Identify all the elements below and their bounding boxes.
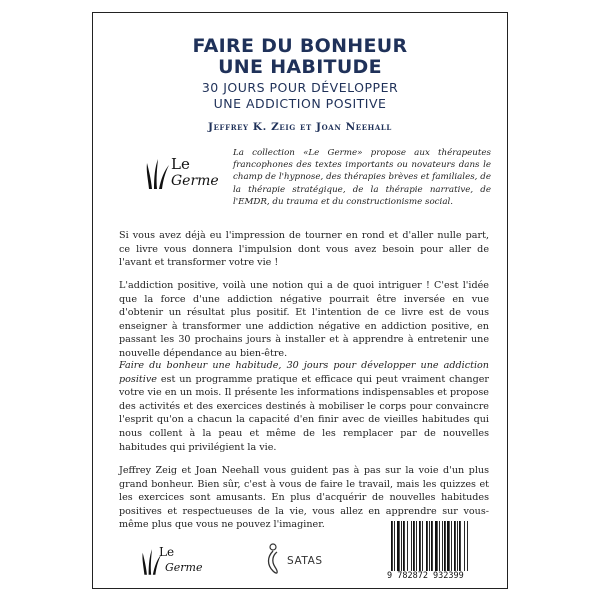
barcode-bar xyxy=(429,521,430,571)
barcode-bar xyxy=(451,521,452,571)
barcode-bar xyxy=(411,521,412,571)
barcode-bar xyxy=(416,521,417,571)
publisher-name: SATAS xyxy=(287,555,323,567)
barcode-bar xyxy=(435,521,438,571)
paragraph-1: Si vous avez déjà eu l'impression de tourner en rond et d'aller nulle part, ce livre vous donnera l'impulsion dont vous avez besoin pour aller de l'avant et transformer votre vie ! xyxy=(119,230,489,269)
barcode-digits: 9 782872 932399 xyxy=(387,571,464,581)
paragraph-4: Jeffrey Zeig et Joan Neehall vous guident pas à pas sur la voie d'un plus grand bonheur. Bien sûr, c'est à vous de faire le travail, mais les quizzes et les exercices sont amusants. En plus d'acquérir de nouvelles habitudes positives et respectueuses de la vie, vous allez en apprendre sur vous-même plus que vous ne pouvez l'imaginer. xyxy=(119,465,489,531)
barcode-bar xyxy=(454,521,456,571)
barcode-bar xyxy=(439,521,440,571)
footer-logo-germe: Germe xyxy=(165,561,203,574)
publisher-logo xyxy=(263,541,363,581)
barcode-bar xyxy=(401,521,402,571)
barcode-bar xyxy=(444,521,446,571)
footer-logo-le: Le xyxy=(159,545,175,559)
logo-le-text: Le xyxy=(171,155,190,173)
collection-intro: La collection «Le Germe» propose aux thérapeutes francophones des textes importants ou novateurs dans le champ de l'hypnose, des thérapies brèves et familiales, de la thérapie stratégique, de la thérapie narrative, de l'EMDR, du trauma et du constructionisme social. xyxy=(233,148,491,207)
barcode-bar xyxy=(403,521,405,571)
barcode-bar xyxy=(397,521,400,571)
barcode-bar xyxy=(394,521,395,571)
barcode-bar xyxy=(467,521,468,571)
barcode-bar xyxy=(391,521,393,571)
title-line-2: UNE HABITUDE xyxy=(218,56,382,78)
isbn-barcode xyxy=(387,521,493,583)
authors: Jeffrey K. Zeig et Joan Neehall xyxy=(208,121,392,133)
paragraph-2: L'addiction positive, voilà une notion qui a de quoi intriguer ! C'est l'idée que la force d'une addiction négative pourrait être inversée en vue d'obtenir un résultat plus positif. Et l'intention de ce livre est de vous enseigner à transformer une addiction négative en addiction positive, en passant les 30 prochains jours à installer et à apprendre à entretenir une nouvelle dépendance au bien-être. xyxy=(119,280,489,359)
barcode-bar xyxy=(413,521,415,571)
barcode-bar xyxy=(431,521,433,571)
barcode-bars xyxy=(391,521,489,571)
barcode-bar xyxy=(419,521,421,571)
grass-icon xyxy=(145,157,171,191)
subtitle-line-2: UNE ADDICTION POSITIVE xyxy=(213,96,387,111)
collection-logo xyxy=(145,153,225,193)
barcode-bar xyxy=(447,521,450,571)
barcode-bar xyxy=(407,521,408,571)
paragraph-3-book-title: Faire du bonheur une habitude, 30 jours pour développer une addiction positive xyxy=(119,360,489,385)
footer-collection-logo xyxy=(141,541,221,581)
logo-germe-text: Germe xyxy=(171,173,219,189)
book-back-cover xyxy=(92,12,508,589)
paragraph-3 xyxy=(119,359,489,454)
title-line-1: FAIRE DU BONHEUR xyxy=(192,35,408,57)
figure-icon xyxy=(263,543,283,577)
paragraph-3-text: est un programme pratique et efficace qui peut vraiment changer votre vie en un mois. Il présente les informations indispensables et propose des activités et des exercices destinés à mobiliser le corps pour convaincre l'esprit qu'on a chacun la capacité d'en finir avec de vieilles habitudes qui nous collent à la peau et même de les remplacer par de nouvelles habitudes qui privilégient la vie. xyxy=(119,373,489,453)
barcode-bar xyxy=(422,521,423,571)
subtitle-line-1: 30 JOURS POUR DÉVELOPPER xyxy=(201,80,399,95)
barcode-bar xyxy=(459,521,461,571)
barcode-bar xyxy=(464,521,465,571)
barcode-bar xyxy=(426,521,428,571)
barcode-bar xyxy=(457,521,458,571)
barcode-bar xyxy=(442,521,443,571)
